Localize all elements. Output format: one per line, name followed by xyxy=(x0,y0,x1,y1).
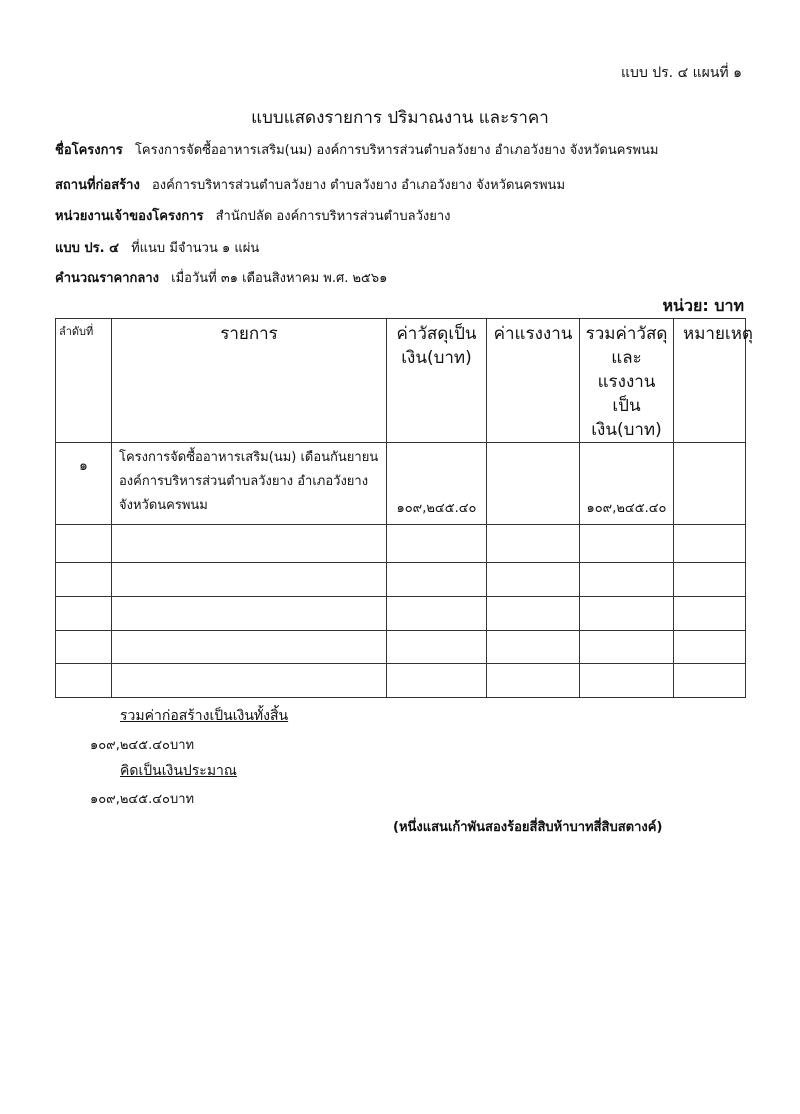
project-name-row xyxy=(55,139,658,160)
total-label: รวมค่าก่อสร้างเป็นเงินทั้งสิ้น xyxy=(120,708,289,724)
project-name-label: ชื่อโครงการ xyxy=(55,143,123,158)
header-material: ค่าวัสดุเป็นเงิน(บาท) xyxy=(387,319,487,443)
form-attachment-value: ที่แนบ มีจำนวน ๑ แผ่น xyxy=(131,241,260,256)
amount-in-words: (หนึ่งแสนเก้าพันสองร้อยสี่สิบห้าบาทสี่สิบสตางค์) xyxy=(393,820,663,835)
project-name-value: โครงการจัดซื้ออาหารเสริม(นม) องค์การบริหารส่วนตำบลวังยาง อำเภอวังยาง จังหวัดนครพนม xyxy=(134,143,659,158)
location-value: องค์การบริหารส่วนตำบลวังยาง ตำบลวังยาง อำเภอวังยาง จังหวัดนครพนม xyxy=(151,178,566,193)
location-label: สถานที่ก่อสร้าง xyxy=(55,178,140,193)
table-row xyxy=(56,443,746,525)
form-attachment-label: แบบ ปร. ๔ xyxy=(55,241,119,256)
location-row xyxy=(55,174,565,195)
row-labor-cost xyxy=(487,443,580,525)
approx-value: ๑๐๙,๒๔๕.๔๐บาท xyxy=(90,792,195,807)
form-attachment-row xyxy=(55,237,259,258)
table-row xyxy=(56,631,746,664)
owner-row xyxy=(55,205,451,226)
header-note: หมายเหตุ xyxy=(674,319,746,443)
header-labor: ค่าแรงงาน xyxy=(487,319,580,443)
row-description-line: องค์การบริหารส่วนตำบลวังยาง อำเภอวังยาง xyxy=(119,474,369,489)
total-value: ๑๐๙,๒๔๕.๔๐บาท xyxy=(90,738,195,753)
table-row xyxy=(56,525,746,563)
owner-label: หน่วยงานเจ้าของโครงการ xyxy=(55,209,204,224)
price-table xyxy=(55,318,753,698)
table-row xyxy=(56,563,746,597)
form-code: แบบ ปร. ๔ แผนที่ ๑ xyxy=(621,65,742,81)
approx-label: คิดเป็นเงินประมาณ xyxy=(120,763,237,779)
header-no: ลำดับที่ xyxy=(56,319,112,443)
row-material-cost: ๑๐๙,๒๔๕.๔๐ xyxy=(387,443,487,525)
unit-label: หน่วย: บาท xyxy=(662,296,744,315)
table-row xyxy=(56,664,746,698)
row-total-cost: ๑๐๙,๒๔๕.๔๐ xyxy=(580,443,674,525)
row-no: ๑ xyxy=(56,443,112,525)
row-note xyxy=(674,443,746,525)
row-description xyxy=(112,443,387,525)
calc-date-value: เมื่อวันที่ ๓๑ เดือนสิงหาคม พ.ศ. ๒๕๖๑ xyxy=(171,271,388,286)
row-description-line: จังหวัดนครพนม xyxy=(119,498,208,513)
row-description-line: โครงการจัดซื้ออาหารเสริม(นม) เดือนกันยายน xyxy=(119,450,379,465)
header-total: รวมค่าวัสดุและแรงงานเป็นเงิน(บาท) xyxy=(580,319,674,443)
calc-date-label: คำนวณราคากลาง xyxy=(55,271,160,286)
header-item: รายการ xyxy=(112,319,387,443)
document-title: แบบแสดงรายการ ปริมาณงาน และราคา xyxy=(251,108,549,128)
owner-value: สำนักปลัด องค์การบริหารส่วนตำบลวังยาง xyxy=(215,209,451,224)
table-header-row xyxy=(56,319,746,443)
calc-date-row xyxy=(55,267,387,288)
table-row xyxy=(56,597,746,631)
